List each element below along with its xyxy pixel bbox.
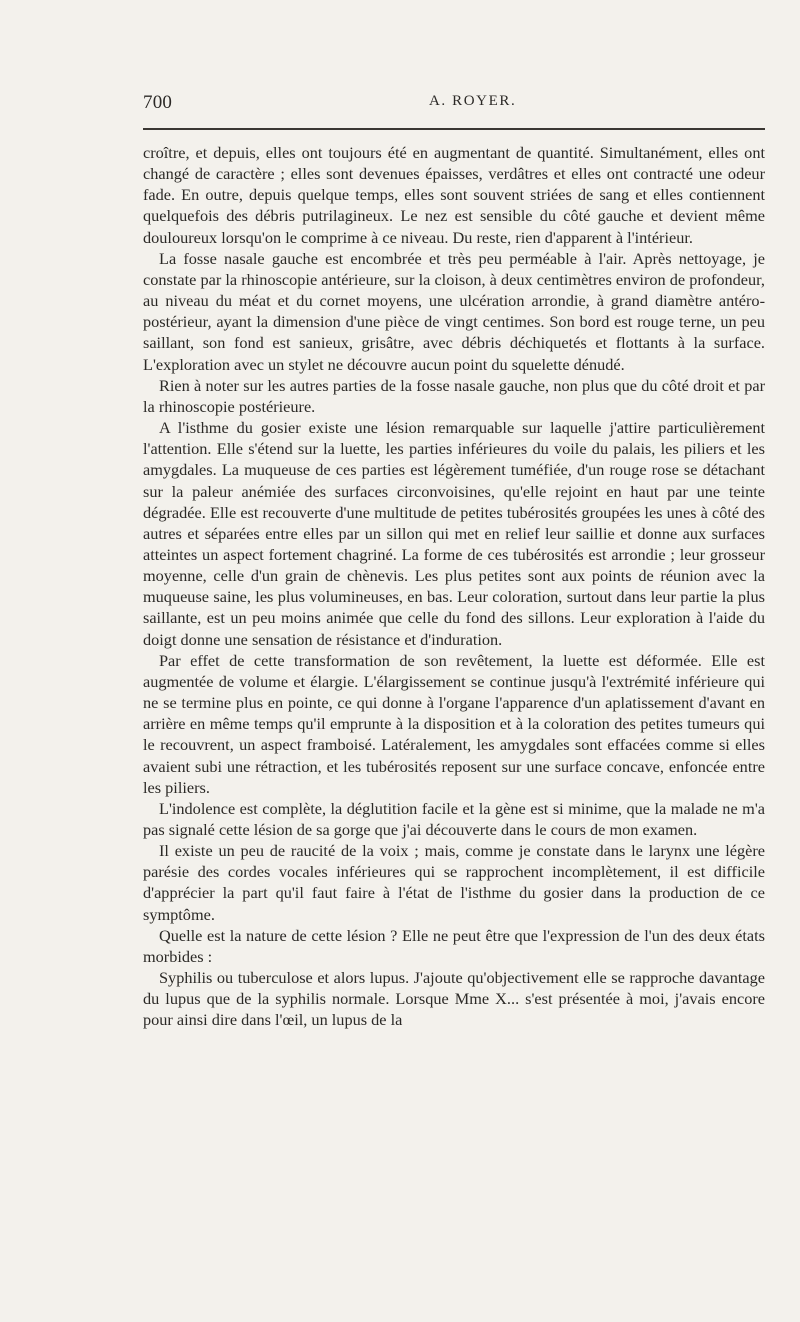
paragraph: La fosse nasale gauche est encombrée et très peu perméable à l'air. Après nettoyage, je constate par la rhinoscopie antérieure, sur la cloison, à deux centimètres environ de profondeur, au niveau du méat et du cornet moyens, une ulcération arrondie, à grand diamètre antéro-postérieur, ayant la dimension d'une pièce de vingt centimes. Son bord est rouge terne, un peu saillant, son fond est sanieux, grisâtre, avec débris déchiquetés et flottants à la surface. L'exploration avec un stylet ne découvre aucun point du squelette dénudé. — [143, 248, 765, 374]
running-title: A. ROYER. — [429, 93, 517, 109]
body-text — [143, 142, 765, 1031]
paragraph: Syphilis ou tuberculose et alors lupus. J'ajoute qu'objectivement elle se rapproche davantage du lupus que de la syphilis normale. Lorsque Mme X... s'est présentée à moi, j'avais encore pour ainsi dire dans l'œil, un lupus de la — [143, 968, 765, 1030]
paragraph: A l'isthme du gosier existe une lésion remarquable sur laquelle j'attire particulièrement l'attention. Elle s'étend sur la luette, les parties inférieures du voile du palais, les piliers et les amygdales. La muqueuse de ces parties est légèrement tuméfiée, d'un rouge rose se détachant sur la paleur anémiée des surfaces circonvoisines, qu'elle rejoint en haut par une teinte dégradée. Elle est recouverte d'une multitude de petites tubérosités groupées les unes à côté des autres et séparées entre elles par un sillon qui met en relief leur saillie et donne aux surfaces atteintes un aspect fortement chagriné. La forme de ces tubérosités est arrondie ; leur grosseur moyenne, celle d'un grain de chènevis. Les plus petites sont aux points de réunion avec la muqueuse saine, les plus volumineuses, en bas. Leur coloration, surtout dans leur partie la plus saillante, est un peu moins animée que celle du fond des sillons. Leur exploration à l'aide du doigt donne une sensation de résistance et d'induration. — [143, 418, 765, 649]
paragraph: Quelle est la nature de cette lésion ? Elle ne peut être que l'expression de l'un des deux états morbides : — [143, 925, 765, 966]
paragraph: Rien à noter sur les autres parties de la fosse nasale gauche, non plus que du côté droit et par la rhinoscopie postérieure. — [143, 375, 765, 416]
page-number: 700 — [143, 92, 173, 113]
paragraph: croître, et depuis, elles ont toujours été en augmentant de quantité. Simultanément, elles ont changé de caractère ; elles sont devenues épaisses, verdâtres et elles ont contracté une odeur fade. En outre, depuis quelque temps, elles sont souvent striées de sang et elles contiennent quelquefois des débris putrilagineux. Le nez est sensible du côté gauche et devient même douloureux lorsqu'on le comprime à ce niveau. Du reste, rien d'apparent à l'intérieur. — [143, 143, 765, 247]
paragraph: L'indolence est complète, la déglutition facile et la gène est si minime, que la malade ne m'a pas signalé cette lésion de sa gorge que j'ai découverte dans le cours de mon examen. — [143, 798, 765, 839]
paragraph: Par effet de cette transformation de son revêtement, la luette est déformée. Elle est augmentée de volume et élargie. L'élargissement se continue jusqu'à l'extrémité inférieure qui ne se termine plus en pointe, ce qui donne à l'organe l'apparence d'un aplatissement d'avant en arrière en même temps qu'il emprunte à la disposition et à la coloration des petites tumeurs qui le recouvrent, un aspect framboisé. Latéralement, les amygdales sont effacées comme si elles avaient subi une rétraction, et les tubérosités reposent sur une surface concave, enfoncée entre les piliers. — [143, 650, 765, 797]
running-head — [143, 92, 765, 116]
header-rule — [143, 128, 765, 130]
paragraph: Il existe un peu de raucité de la voix ; mais, comme je constate dans le larynx une légère parésie des cordes vocales inférieures qui se rapprochent incomplètement, il est difficile d'apprécier la part qu'il faut faire à l'état de l'isthme du gosier dans la production de ce symptôme. — [143, 841, 765, 924]
